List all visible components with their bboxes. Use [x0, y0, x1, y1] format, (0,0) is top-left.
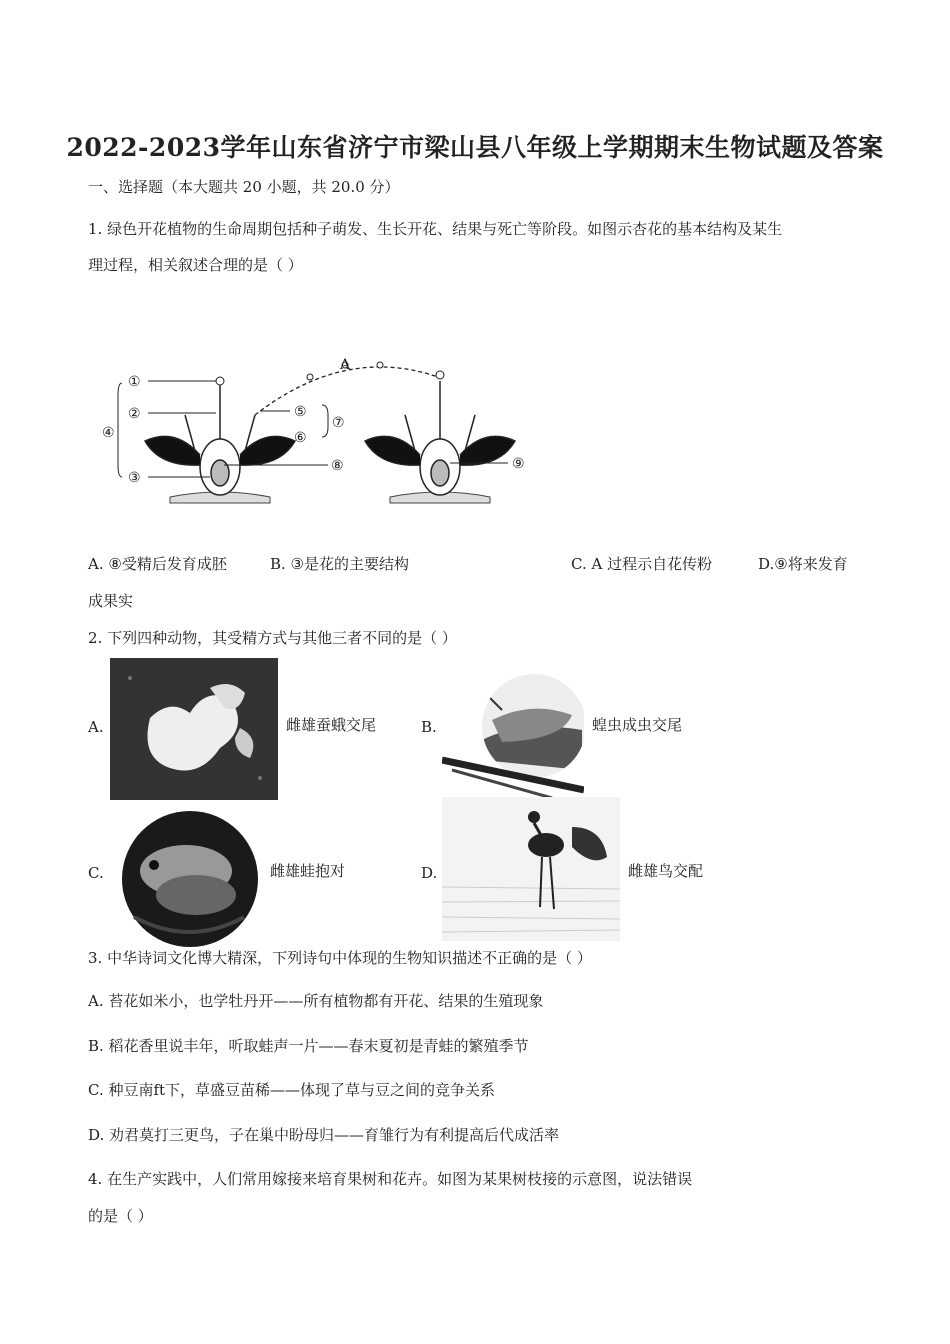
label-8: ⑧ [331, 458, 344, 474]
q2-stem: 2. 下列四种动物，其受精方式与其他三者不同的是（ ） [88, 629, 457, 647]
frog-photo [114, 807, 266, 949]
q3-option-d: D. 劝君莫打三更鸟，子在巢中盼母归——育雏行为有利提高后代成活率 [88, 1126, 560, 1144]
q2-option-a-caption: 雌雄蚕蛾交尾 [286, 716, 377, 734]
q1-option-d: D.⑨将来发育 [758, 555, 848, 573]
section-heading: 一、选择题（本大题共 20 小题，共 20.0 分） [88, 178, 400, 196]
q4-stem-line2: 的是（ ） [88, 1207, 153, 1225]
q2-option-c-caption: 雌雄蛙抱对 [270, 862, 346, 880]
page-title: 2022-2023学年山东省济宁市梁山县八年级上学期期末生物试题及答案 [66, 133, 884, 162]
q3-option-a: A. 苔花如米小，也学牡丹开——所有植物都有开花、结果的生殖现象 [88, 992, 544, 1010]
label-3: ③ [128, 470, 141, 486]
apricot-flower-figure [100, 355, 550, 515]
silkmoth-photo [110, 658, 278, 800]
locust-photo [442, 660, 584, 798]
q1-stem-line2: 理过程，相关叙述合理的是（ ） [88, 256, 303, 274]
q3-stem: 3. 中华诗词文化博大精深，下列诗句中体现的生物知识描述不正确的是（ ） [88, 949, 592, 967]
q3-option-c: C. 种豆南ft下，草盛豆苗稀——体现了草与豆之间的竞争关系 [88, 1081, 496, 1099]
q1-stem-line1: 1. 绿色开花植物的生命周期包括种子萌发、生长开花、结果与死亡等阶段。如图示杏花的基本结构及某生 [88, 220, 783, 238]
label-4: ④ [102, 425, 115, 441]
label-5: ⑤ [294, 404, 307, 420]
q3-option-b: B. 稻花香里说丰年，听取蛙声一片——春末夏初是青蛙的繁殖季节 [88, 1037, 529, 1055]
q4-stem-line1: 4. 在生产实践中，人们常用嫁接来培育果树和花卉。如图为某果树枝接的示意图，说法错误 [88, 1170, 693, 1188]
q2-option-a-letter: A. [88, 718, 104, 736]
q2-option-d-letter: D. [421, 864, 438, 882]
q2-option-b-caption: 蝗虫成虫交尾 [592, 716, 683, 734]
q1-option-c: C. A 过程示自花传粉 [571, 555, 713, 573]
q1-option-d-cont: 成果实 [88, 592, 134, 610]
label-7: ⑦ [332, 415, 345, 431]
q2-option-c-letter: C. [88, 864, 104, 882]
q1-option-b: B. ③是花的主要结构 [270, 555, 410, 573]
label-6: ⑥ [294, 430, 307, 446]
bird-photo [442, 797, 620, 941]
label-A: A [340, 357, 351, 373]
label-9: ⑨ [512, 456, 525, 472]
q2-option-d-caption: 雌雄鸟交配 [628, 862, 704, 880]
label-1: ① [128, 374, 141, 390]
label-2: ② [128, 406, 141, 422]
q2-option-b-letter: B. [421, 718, 437, 736]
q1-option-a: A. ⑧受精后发育成胚 [88, 555, 227, 573]
